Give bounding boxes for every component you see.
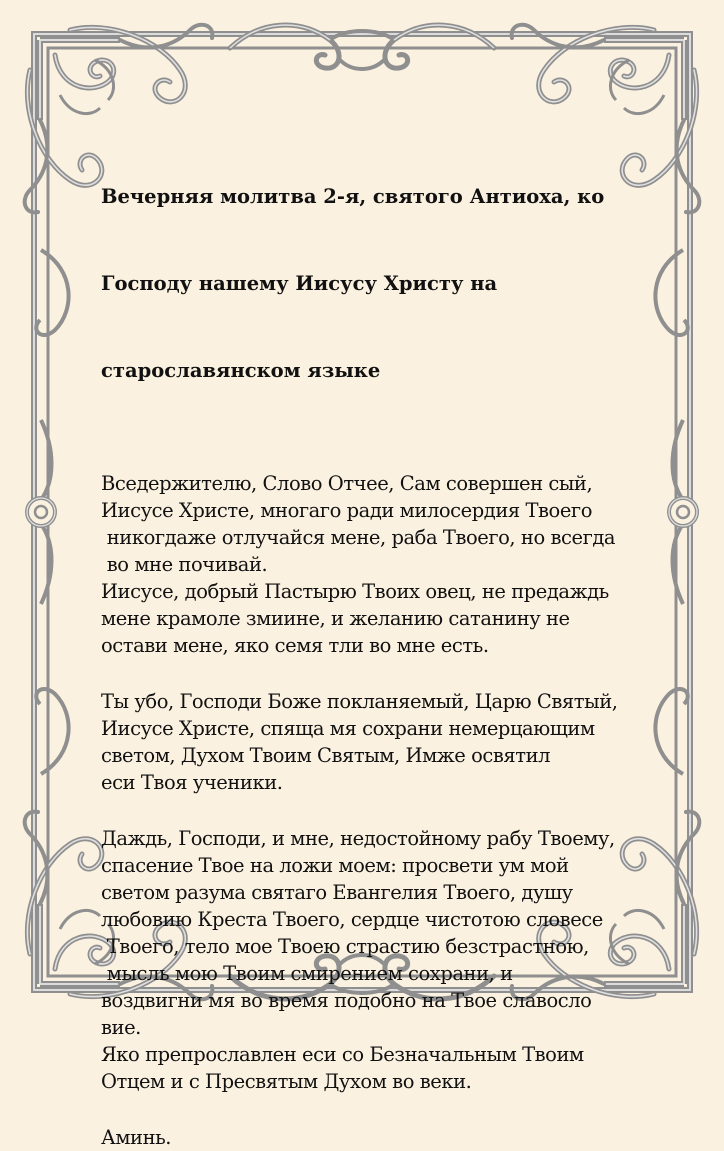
text-line: мене крамоле змиине, и желанию сатанину не bbox=[101, 607, 570, 630]
text-line: любовию Креста Твоего, сердце чистотою словесе bbox=[101, 908, 603, 931]
text-line: спасение Твое на ложи моем: просвети ум мой bbox=[101, 854, 569, 877]
title-line: старославянском языке bbox=[101, 359, 381, 382]
prayer-text-block bbox=[101, 124, 661, 1151]
text-line: Аминь. bbox=[101, 1126, 172, 1149]
paragraph-1 bbox=[101, 470, 661, 659]
text-line: Вседержителю, Слово Отчее, Сам совершен сый, bbox=[101, 472, 593, 495]
text-line: воздвигни мя во время подобно на Твое славосло bbox=[101, 989, 592, 1012]
text-line: остави мене, яко семя тли во мне есть. bbox=[101, 634, 489, 657]
text-line: мысль мою Твоим смирением сохрани, и bbox=[101, 962, 513, 985]
paragraph-2 bbox=[101, 688, 661, 796]
text-line: Отцем и с Пресвятым Духом во веки. bbox=[101, 1070, 472, 1093]
text-line: вие. bbox=[101, 1016, 141, 1039]
text-line: Иисусе Христе, многаго ради милосердия Твоего bbox=[101, 499, 592, 522]
text-line: никогдаже отлучайся мене, раба Твоего, но всегда bbox=[101, 526, 616, 549]
text-line: Даждь, Господи, и мне, недостойному рабу Твоему, bbox=[101, 827, 615, 850]
text-line: Иисусе Христе, спяща мя сохрани немерцающим bbox=[101, 717, 595, 740]
paragraph-amen bbox=[101, 1124, 661, 1151]
text-line: Яко препрославлен еси со Безначальным Твоим bbox=[101, 1043, 584, 1066]
text-line: Ты убо, Господи Боже покланяемый, Царю Святый, bbox=[101, 690, 618, 713]
text-line: светом, Духом Твоим Святым, Имже освятил bbox=[101, 744, 551, 767]
text-line: светом разума святаго Евангелия Твоего, душу bbox=[101, 881, 573, 904]
text-line: еси Твоя ученики. bbox=[101, 771, 283, 794]
title-line: Вечерняя молитва 2-я, святого Антиоха, ко bbox=[101, 185, 605, 208]
text-line: во мне почивай. bbox=[101, 553, 268, 576]
paragraph-3 bbox=[101, 825, 661, 1095]
title-line: Господу нашему Иисусу Христу на bbox=[101, 272, 498, 295]
text-line: Иисусе, добрый Пастырю Твоих овец, не предаждь bbox=[101, 580, 609, 603]
prayer-title bbox=[101, 124, 661, 443]
text-line: Твоего, тело мое Твоею страстию безстрастною, bbox=[101, 935, 589, 958]
